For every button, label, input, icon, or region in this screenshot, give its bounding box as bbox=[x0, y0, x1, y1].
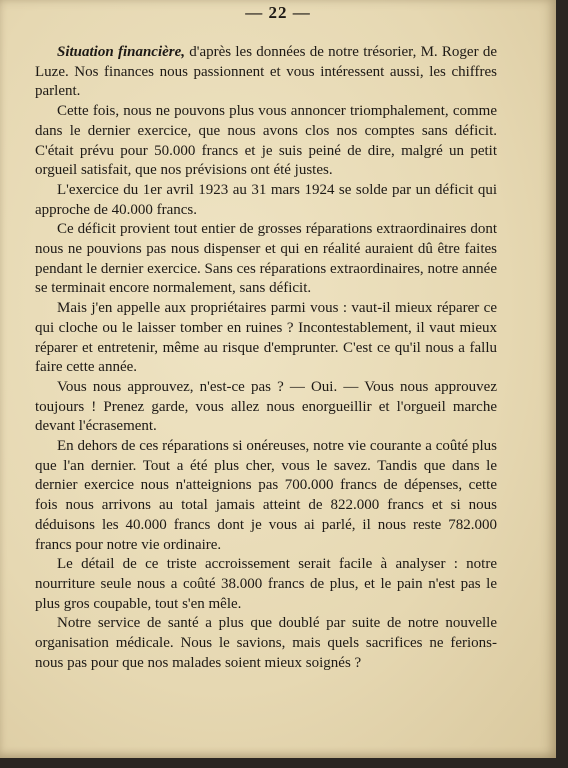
paragraph: Mais j'en appelle aux propriétaires parmi vous : vaut-il mieux réparer ce qui cloche ou le laisser tomber en ruines ? Incontestablement, il vaut mieux réparer et entretenir, même au risque d'emprunter. C'est ce qu'il nous a fallu faire cette année. bbox=[35, 300, 497, 376]
page-number: — 22 — bbox=[245, 3, 311, 22]
page-body bbox=[35, 43, 497, 674]
paragraph-financial-situation bbox=[35, 43, 497, 102]
paragraph-text: d'après les données de notre trésorier, M. Roger de Luze. Nos finances nous passionnent et vous intéressent aussi, les chiffres parlent. bbox=[35, 44, 497, 100]
paragraph: En dehors de ces réparations si onéreuses, notre vie courante a coûté plus que l'an dernier. Tout a été plus cher, vous le savez. Tandis que dans le dernier exercice nous n'atteignions pas 700.000 francs de dépenses, cette fois nous arrivons au total jamais atteint de 822.000 francs et si nous déduisons les 40.000 francs dont je vous ai parlé, il nous reste 782.000 francs pour notre vie ordinaire. bbox=[35, 438, 497, 553]
paragraph: Le détail de ce triste accroissement serait facile à analyser : notre nourriture seule nous a coûté 38.000 francs de plus, et le pain n'est pas le plus gros coupable, tout s'en mêle. bbox=[35, 556, 497, 612]
paragraph-lead: Situation financière, bbox=[57, 44, 186, 60]
paragraph: Cette fois, nous ne pouvons plus vous annoncer triomphalement, comme dans le dernier exercice, que nous avons clos nos comptes sans déficit. C'était prévu pour 50.000 francs et je suis peiné de dire, malgré un petit orgueil satisfait, que nos prévisions ont été justes. bbox=[35, 103, 497, 179]
paragraph: L'exercice du 1er avril 1923 au 31 mars 1924 se solde par un déficit qui approche de 40.000 francs. bbox=[35, 181, 497, 218]
paragraph: Vous nous approuvez, n'est-ce pas ? — Oui. — Vous nous approuvez toujours ! Prenez garde, vous allez nous enorgueillir et l'orgueil marche devant l'écrasement. bbox=[35, 378, 497, 435]
paragraph: Notre service de santé a plus que doublé par suite de notre nouvelle organisation médicale. Nous le savions, mais quels sacrifices ne ferions-nous pas pour que nos malades soient mieux soignés ? bbox=[35, 615, 497, 671]
paragraph: Ce déficit provient tout entier de grosses réparations extraordinaires dont nous ne pouvions pas nous dispenser et qui en réalité auraient dû être faites pendant le dernier exercice. Sans ces réparations extraordinaires, notre année se terminait encore normalement, sans déficit. bbox=[35, 221, 497, 297]
